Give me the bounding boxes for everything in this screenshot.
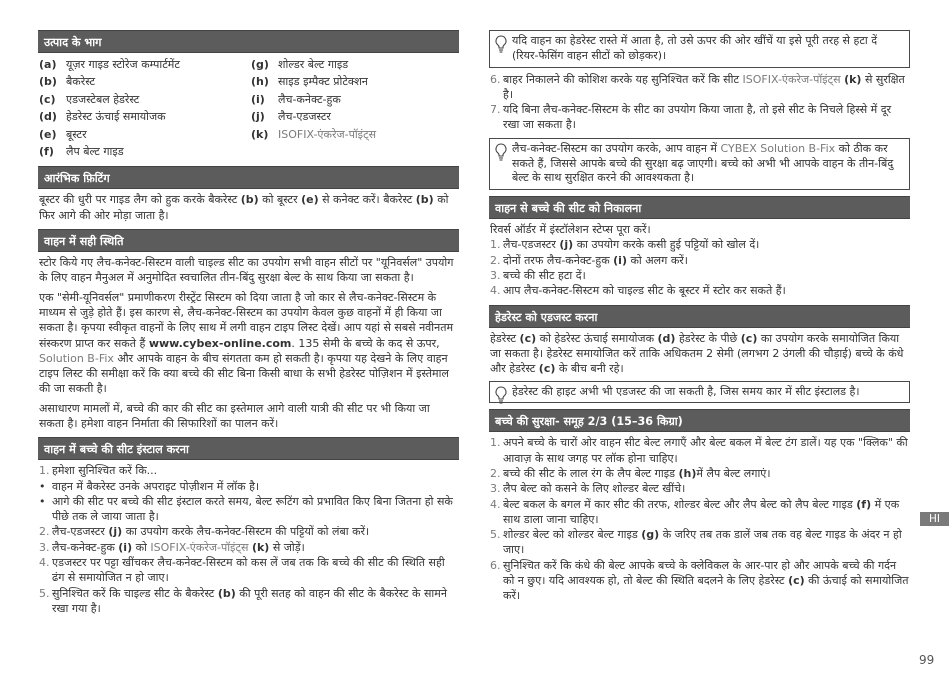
note-headrest-height: हेडरेस्ट की हाइट अभी भी एडजस्ट की जा सकती है, जिस समय कार में सीट इंस्टालड है। [489, 381, 910, 404]
part-item: (f) लैप बेल्ट गाइड [39, 145, 124, 159]
part-item: (h) साइड इम्पैक्ट प्रोटेक्शन [251, 75, 368, 89]
part-item: (i) लैच-कनेक्ट-हुक [251, 92, 341, 106]
install-bullet: • वाहन में बैकरेस्ट उनके अपराइट पोज़ीशन में लॉक है। [39, 479, 260, 493]
safety-step: 6. सुनिश्चित करें कि कंधे की बेल्ट आपके बच्चे के क्लेविकल के आर-पार हो और आपके बच्चे की गर्दन को न छुए। यदि आवश्यक हो, तो बेल्ट की स्थिति बदलने के लिए हेडरेस्ट (c) की ऊंचाई को समायोजित करें। [490, 558, 909, 603]
part-item: (j) लैच-एडजस्टर [251, 110, 331, 124]
position-paragraph-2: एक "सेमी-यूनिवर्सल" प्रमाणीकरण रीस्ट्रेंट सिस्टम को दिया जाता है जो कार से लैच-कनेक्ट-सिस्टम के माध्यम से जुड़े होते हैं। इस कारण से, लैच-कनेक्ट-सिस्टम का उपयोग केवल कुछ वाहनों में ही किया जा सकता है। कृपया स्वीकृत वाहनों के लिए साथ में लगी वाहन टाइप लिस्ट देखें। आप यहां से सबसे नवीनतम संस्करण प्राप्त कर सकते हैं www.cybex-online.com. 135 सेमी के बच्चे के कद से ऊपर, Solution B-Fix और आपके वाहन के बीच संगतता कम हो सकती है। कृपया यह देखने के लिए वाहन टाइप लिस्ट की समीक्षा करें कि क्या बच्चे की सीट बिना किसी बाधा के सभी हेडरेस्ट पोज़िशन में इस्तेमाल की जा सकती है। [39, 290, 454, 396]
position-paragraph-1: स्टोर किये गए लैच-कनेक्ट-सिस्टम वाली चाइल्ड सीट का उपयोग सभी वाहन सीटों पर "यूनिवर्सल" उपयोग के लिए वाहन मैनुअल में अनुमोदित स्वचालित तीन-बिंदु सुरक्षा बेल्ट के साथ किया जा सकता है। [39, 256, 454, 285]
safety-step: 4. बेल्ट बकल के बगल में कार सीट की तरफ, शोल्डर बेल्ट और लैप बेल्ट को लैप बेल्ट गाइड (f) में एक साथ डाला जाना चाहिए। [490, 497, 900, 526]
lightbulb-icon [494, 386, 508, 404]
headrest-adjust-text: हेडरेस्ट (c) को हेडरेस्ट ऊंचाई समायोजक (d) हेडरेस्ट के पीछे (c) का उपयोग करके समायोजित किया जा सकता है। हेडरेस्ट समायोजित करें ताकि अधिकतम 2 सेमी (लगभग 2 उंगली की चौड़ाई) बच्चे के कंधे और हेडरेस्ट (c) के बीच बनी रहे। [490, 331, 904, 376]
install-heading: वाहन में बच्चे की सीट इंस्टाल करना [38, 437, 459, 460]
safety-step: 3. लैप बेल्ट को कसने के लिए शोल्डर बेल्ट खींचे। [490, 482, 686, 496]
left-column [38, 30, 459, 616]
part-item: (a) यूज़र गाइड स्टोरेज कम्पार्टमेंट [39, 58, 180, 71]
safety-step: 2. बच्चे की सीट के लाल रंग के लैप बेल्ट गाइड (h)में लैप बेल्ट लगाएं। [490, 466, 771, 480]
child-safety-heading: बच्चे की सुरक्षा- समूह 2/3 (15–36 किग्रा) [489, 409, 910, 432]
parts-heading: उत्पाद के भाग [38, 30, 459, 53]
install-step: 3. लैच-कनेक्ट-हुक (i) को ISOFIX-एंकरेज-पॉइंट्स (k) से जोड़ें। [39, 540, 305, 554]
part-item: (k) ISOFIX-एंकरेज-पॉइंट्स [251, 127, 377, 141]
remove-step: 1. लैच-एडजस्टर (j) का उपयोग करके कसी हुई पट्टियों को खोल दें। [490, 238, 760, 252]
install-step: 7. यदि बिना लैच-कनेक्ट-सिस्टम के सीट का उपयोग किया जाता है, तो इसे सीट के निचले हिस्से में दूर रखा जा सकता है। [490, 103, 892, 132]
initial-fitting-heading: आरंभिक फ़िटिंग [38, 166, 459, 189]
vehicle-position-heading: वाहन में सही स्थिति [38, 229, 459, 252]
page-number: 99 [919, 653, 935, 667]
position-paragraph-3: असाधारण मामलों में, बच्चे की कार की सीट का इस्तेमाल आगे वाली यात्री की सीट पर भी किया जा सकता है। हमेशा वाहन निर्माता की सिफारिशों का पालन करें। [39, 401, 430, 430]
remove-intro: रिवर्स ऑर्डर में इंस्टॉलेशन स्टेप्स पूरा करें। [490, 223, 651, 237]
lightbulb-icon [494, 143, 508, 161]
install-step: 6. बाहर निकालने की कोशिश करके यह सुनिश्चित करें कि सीट ISOFIX-एंकरेज-पॉइंट्स (k) से सुरक्षित है। [490, 72, 905, 101]
note-latch-connect: लैच-कनेक्ट-सिस्टम का उपयोग करके, आप वाहन में CYBEX Solution B-Fix को ठीक कर सकते हैं, जिससे आपके बच्चे की सुरक्षा बढ़ जाएगी। बच्चे को अभी भी आपके वाहन के तीन-बिंदु बेल्ट के साथ सुरक्षित करने की आवश्यकता है। [489, 138, 910, 190]
headrest-adjust-heading: हेडरेस्ट को एडजस्ट करना [489, 305, 910, 328]
lightbulb-icon [494, 35, 508, 53]
safety-step: 5. शोल्डर बेल्ट को शोल्डर बेल्ट गाइड (g) के जरिए तब तक डालें जब तक वह बेल्ट गाइड के अंदर न हो जाए। [490, 528, 902, 557]
note-headrest-obstruction: यदि वाहन का हेडरेस्ट रास्ते में आता है, तो उसे ऊपर की ओर खींचें या इसे पूरी तरह से हटा दें (रियर-फेसिंग वाहन सीटों को छोड़कर)। [489, 30, 910, 68]
remove-seat-heading: वाहन से बच्चे की सीट को निकालना [489, 196, 910, 219]
remove-step: 3. बच्चे की सीट हटा दें। [490, 269, 586, 283]
website-link[interactable]: www.cybex-online.com [148, 336, 292, 350]
language-tab: HI [920, 512, 949, 526]
parts-list [38, 56, 459, 160]
install-step: 4. एडजस्टर पर पट्टा खींचकर लैच-कनेक्ट-सिस्टम को कस लें जब तक कि बच्चे की सीट की स्थिति सही ढंग से समायोजित न हो जाए। [39, 556, 445, 585]
part-item: (e) बूस्टर [39, 127, 87, 141]
remove-step: 2. दोनों तरफ लैच-कनेक्ट-हुक (i) को अलग करें। [490, 253, 688, 267]
remove-step: 4. आप लैच-कनेक्ट-सिस्टम को चाइल्ड सीट के बूस्टर में स्टोर कर सकते हैं। [490, 284, 786, 298]
part-item: (c) एडजस्टेबल हेडरेस्ट [39, 92, 140, 106]
right-column [489, 30, 910, 604]
safety-step: 1. अपने बच्चे के चारों ओर वाहन सीट बेल्ट लगाएँ और बेल्ट बकल में बेल्ट टंग डालें। यह एक "क्लिक" की आवाज़ के साथ जगह पर लॉक होना चाहिए। [490, 436, 908, 465]
install-step: 5. सुनिश्चित करें कि चाइल्ड सीट के बैकरेस्ट (b) की पूरी सतह को वाहन की सीट के बैकरेस्ट के सामने रखा गया है। [39, 586, 447, 615]
install-step: 2. लैच-एडजस्टर (j) का उपयोग करके लैच-कनेक्ट-सिस्टम की पट्टियों को लंबा करें। [39, 525, 370, 539]
install-step: 1. हमेशा सुनिश्चित करें कि... [39, 464, 158, 478]
initial-fitting-text: बूस्टर की धुरी पर गाइड लैग को हुक करके बैकरेस्ट (b) को बूस्टर (e) से कनेक्ट करें। बैकरेस्ट (b) को फिर आगे की ओर मोड़ा जाता है। [39, 193, 449, 222]
install-bullet: • आगे की सीट पर बच्चे की सीट इंस्टाल करते समय, बेल्ट रूटिंग को प्रभावित किए बिना जितना हो सके पीछे तक ले जाया जाता है। [39, 494, 453, 524]
part-item: (b) बैकरेस्ट [39, 75, 96, 89]
part-item: (g) शोल्डर बेल्ट गाइड [251, 58, 349, 71]
part-item: (d) हेडरेस्ट ऊंचाई समायोजक [39, 110, 166, 124]
